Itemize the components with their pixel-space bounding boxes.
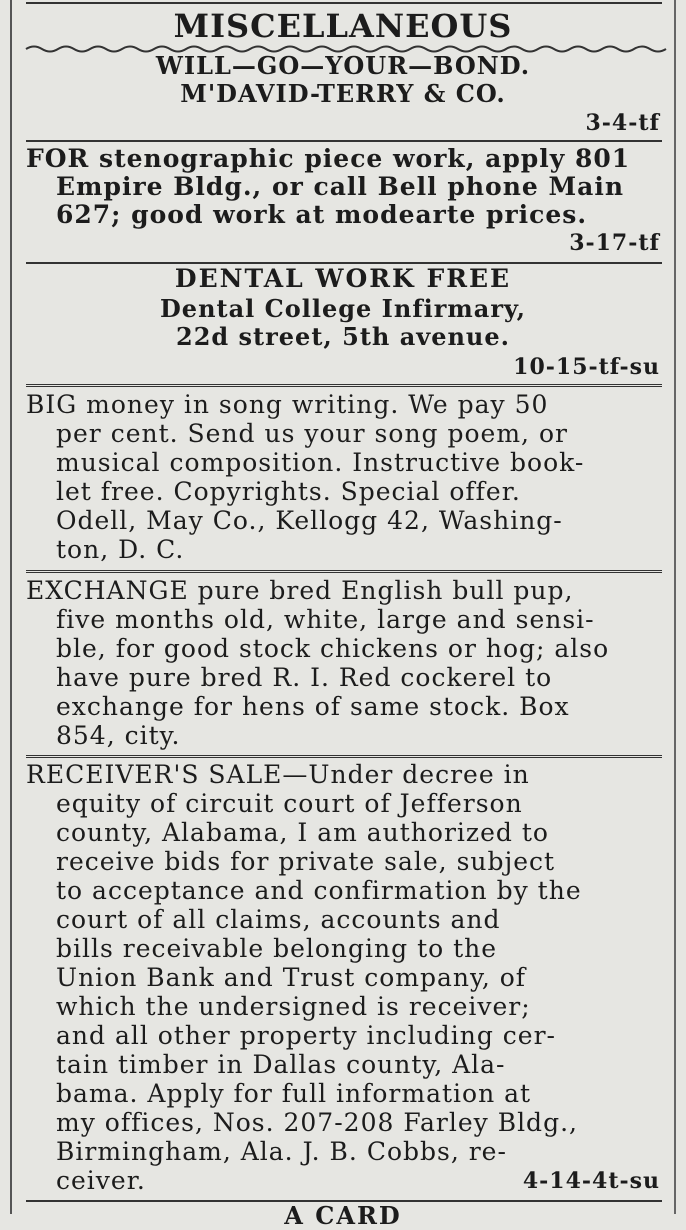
classified-column xyxy=(10,0,676,1230)
divider xyxy=(26,755,662,758)
ad-exchange-line-6: 854, city. xyxy=(56,721,181,750)
ad-receiver-line-5: to acceptance and confirmation by the xyxy=(56,876,582,905)
ad-dental-date: 10-15-tf-su xyxy=(513,354,660,380)
ad-exchange-line-5: exchange for hens of same stock. Box xyxy=(56,692,570,721)
ad-exchange-line-1: EXCHANGE pure bred English bull pup, xyxy=(26,576,574,605)
ad-song-line-5: Odell, May Co., Kellogg 42, Washing- xyxy=(56,506,563,535)
ad-steno-line-2: Empire Bldg., or call Bell phone Main xyxy=(56,172,625,201)
ad-dental-line-2: Dental College Infirmary, xyxy=(159,294,526,323)
ad-exchange-line-4: have pure bred R. I. Red cockerel to xyxy=(56,663,553,692)
ad-receiver-line-13: my offices, Nos. 207-208 Farley Bldg., xyxy=(56,1108,578,1137)
ad-song-line-3: musical composition. Instructive book- xyxy=(56,448,585,477)
ad-song-line-6: ton, D. C. xyxy=(56,535,185,564)
ad-dental-line-3: 22d street, 5th avenue. xyxy=(176,322,510,351)
ad-receiver-date: 4-14-4t-su xyxy=(522,1168,660,1194)
ad-bond-line-1: WILL—GO—YOUR—BOND. xyxy=(155,51,531,80)
ad-exchange-line-3: ble, for good stock chickens or hog; also xyxy=(56,634,610,663)
ad-receiver-line-12: bama. Apply for full information at xyxy=(56,1079,532,1108)
ad-receiver-line-4: receive bids for private sale, subject xyxy=(56,847,556,876)
ad-receiver-line-10: and all other property including cer- xyxy=(56,1021,557,1050)
ad-receiver-line-2: equity of circuit court of Jefferson xyxy=(56,789,523,818)
divider xyxy=(26,570,662,573)
ad-receiver-line-15: ceiver. xyxy=(56,1166,146,1195)
next-heading-fragment: A CARD xyxy=(284,1201,402,1230)
ad-steno-date: 3-17-tf xyxy=(569,230,660,256)
divider xyxy=(26,140,662,142)
ad-receiver-line-3: county, Alabama, I am authorized to xyxy=(56,818,549,847)
ad-exchange-line-2: five months old, white, large and sensi- xyxy=(56,605,595,634)
ad-bond-line-2: M'DAVID-TERRY & CO. xyxy=(180,79,506,108)
ad-steno-line-3: 627; good work at modearte prices. xyxy=(56,200,588,229)
divider xyxy=(26,384,662,387)
ad-steno-line-1: FOR stenographic piece work, apply 801 xyxy=(26,144,631,173)
ad-song-line-4: let free. Copyrights. Special offer. xyxy=(56,477,521,506)
ad-receiver-line-6: court of all claims, accounts and xyxy=(56,905,501,934)
ad-receiver-line-9: which the undersigned is receiver; xyxy=(56,992,531,1021)
section-heading: MISCELLANEOUS xyxy=(173,7,513,45)
ad-song-line-2: per cent. Send us your song poem, or xyxy=(56,419,568,448)
ad-receiver-line-1: RECEIVER'S SALE—Under decree in xyxy=(26,760,530,789)
ad-receiver-line-8: Union Bank and Trust company, of xyxy=(56,963,527,992)
ad-dental-line-1: DENTAL WORK FREE xyxy=(174,264,512,293)
ad-bond-date: 3-4-tf xyxy=(585,110,660,136)
ad-receiver-line-14: Birmingham, Ala. J. B. Cobbs, re- xyxy=(56,1137,507,1166)
ad-receiver-line-7: bills receivable belonging to the xyxy=(56,934,498,963)
top-rule xyxy=(26,2,662,4)
ad-receiver-line-11: tain timber in Dallas county, Ala- xyxy=(56,1050,506,1079)
ad-song-line-1: BIG money in song writing. We pay 50 xyxy=(26,390,549,419)
